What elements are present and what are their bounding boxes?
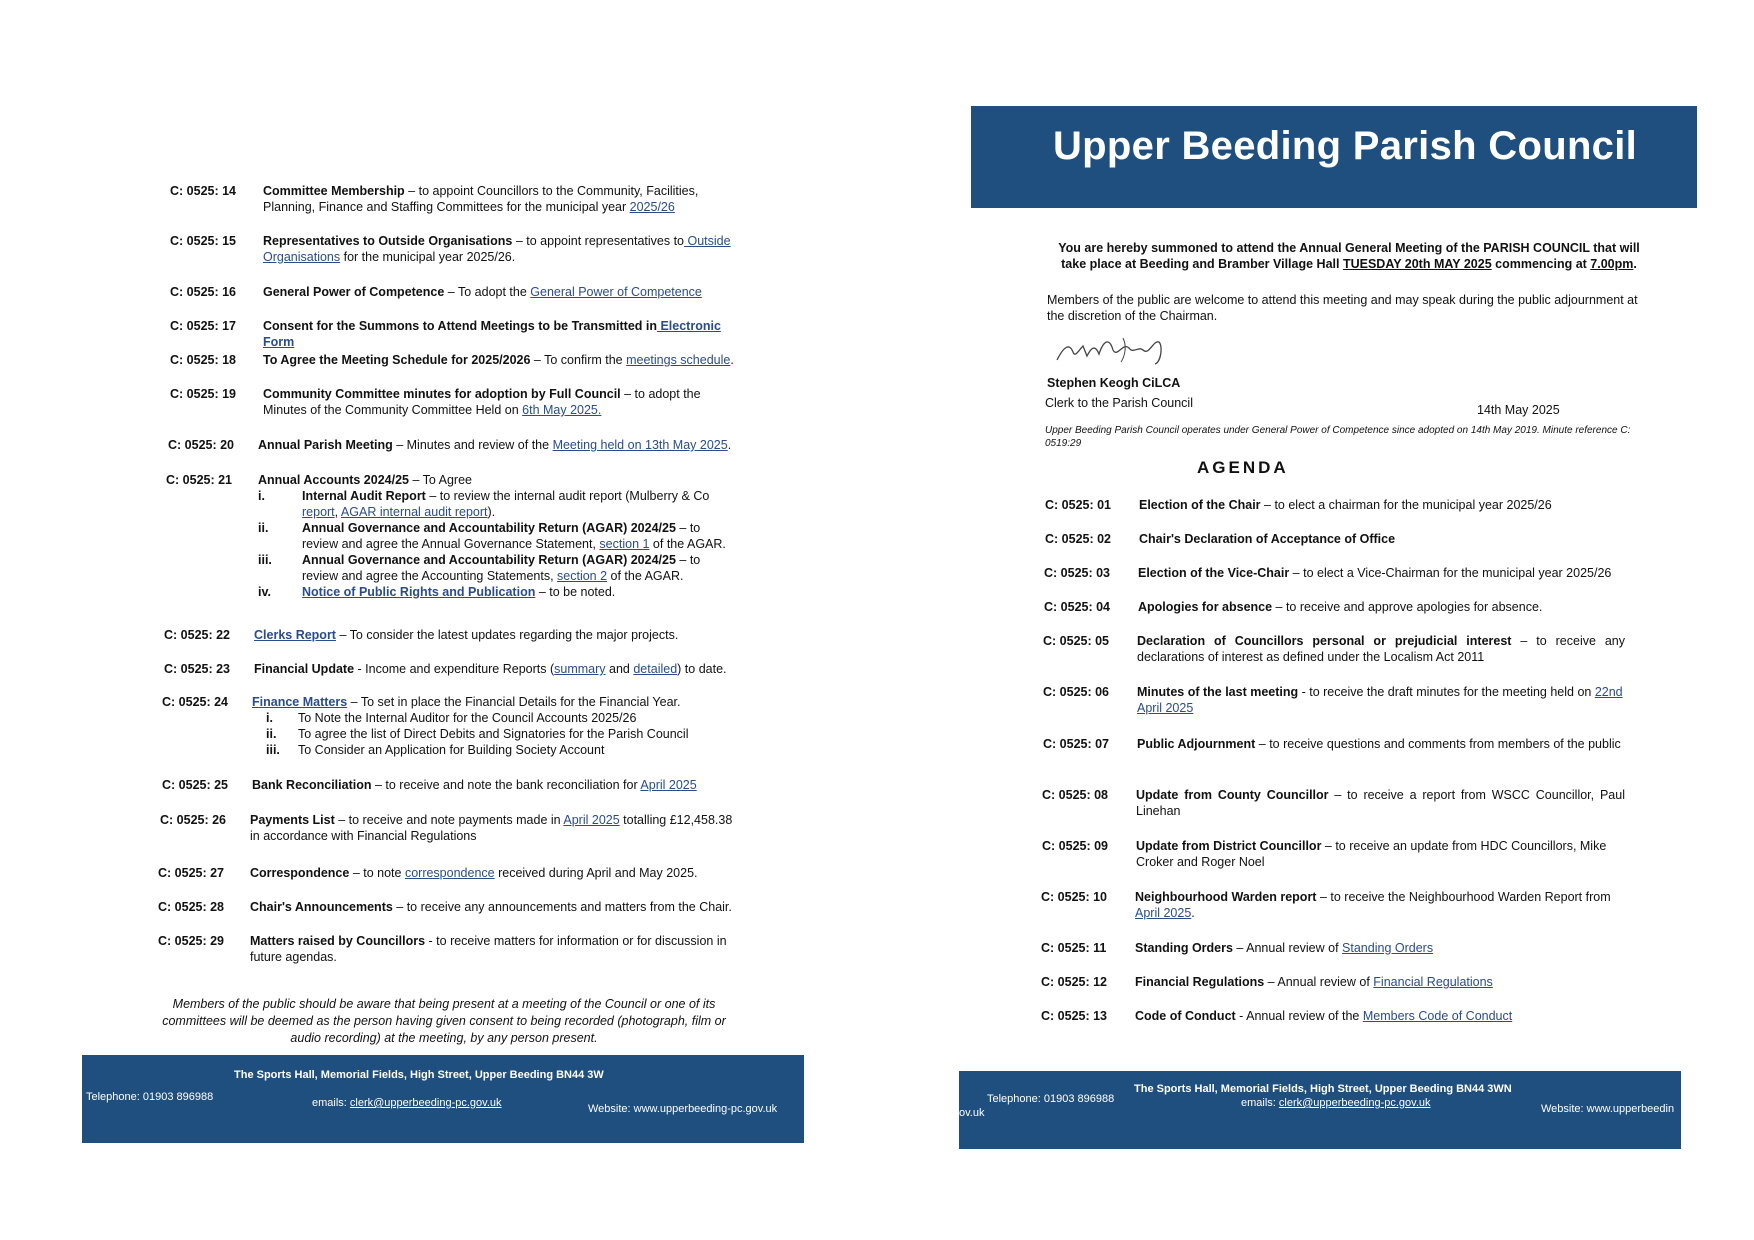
- sub-link[interactable]: section 1: [599, 537, 650, 551]
- item-code: C: 0525: 07: [1043, 737, 1110, 751]
- item-code: C: 0525: 19: [170, 387, 237, 401]
- item-link[interactable]: 6th May 2025.: [522, 403, 602, 417]
- item-link[interactable]: Finance Matters: [252, 695, 348, 709]
- item-title: Chair's Announcements: [250, 900, 393, 914]
- footer-overflow-text: ov.uk: [959, 1107, 985, 1119]
- item-title: Financial Regulations: [1135, 975, 1265, 989]
- sub-item: [258, 552, 738, 584]
- item-text: – Minutes and review of the: [392, 438, 553, 452]
- footer-emails-label: emails:: [312, 1097, 350, 1109]
- sub-text: To Note the Internal Auditor for the Council Accounts 2025/26: [298, 711, 637, 725]
- item-code: C: 0525: 29: [158, 934, 225, 948]
- item-title: Election of the Chair: [1139, 498, 1261, 512]
- sub-item: [258, 520, 738, 552]
- item-text: - to receive the draft minutes for the meeting held on: [1298, 685, 1595, 699]
- item-title: Apologies for absence: [1138, 600, 1273, 614]
- item-link[interactable]: meetings schedule: [626, 353, 731, 367]
- sub-text: – to review and agree the Accounting Statements,: [302, 553, 701, 583]
- item-title: Chair's Declaration of Acceptance of Office: [1139, 532, 1396, 546]
- item-link[interactable]: correspondence: [404, 866, 495, 880]
- signatory-name: Stephen Keogh CiLCA: [1047, 376, 1181, 390]
- item-text: – to receive any declarations of interest as defined under the Localism Act 2011: [1137, 634, 1625, 664]
- item-code: C: 0525: 15: [170, 234, 237, 248]
- item-text: – to elect a chairman for the municipal year 2025/26: [1260, 498, 1552, 512]
- item-link[interactable]: Members Code of Conduct: [1362, 1009, 1513, 1023]
- item-link[interactable]: summary: [554, 662, 606, 676]
- item-text: – to adopt the Minutes of the Community Committee Held on: [263, 387, 701, 417]
- signature-image: [1053, 328, 1183, 368]
- item-code: C: 0525: 21: [166, 473, 233, 487]
- item-code: C: 0525: 20: [168, 438, 235, 452]
- item-title: Update from County Councillor: [1136, 788, 1329, 802]
- summons-text: take place at Beeding and Bramber Village Hall: [1061, 257, 1343, 271]
- notice-date: 14th May 2025: [1477, 403, 1560, 417]
- item-text: – Annual review of: [1232, 941, 1343, 955]
- sub-link[interactable]: Notice of Public Rights and Publication: [302, 585, 536, 599]
- council-title: Upper Beeding Parish Council: [1053, 124, 1638, 168]
- signatory-role: Clerk to the Parish Council: [1045, 396, 1193, 410]
- summons-text: commencing at: [1491, 257, 1591, 271]
- recording-disclaimer: Members of the public should be aware that being present at a meeting of the Council or one of its committees will be deemed as the person having given consent to being recorded (photograph, film or audio recording) at the meeting, by any person present.: [162, 997, 726, 1045]
- item-link[interactable]: April 2025: [640, 778, 697, 792]
- item-text: received during April and May 2025.: [494, 866, 698, 880]
- footer-email-link[interactable]: clerk@upperbeeding-pc.gov.uk: [1278, 1097, 1431, 1109]
- item-code: C: 0525: 13: [1041, 1009, 1108, 1023]
- item-text: - Annual review of the: [1235, 1009, 1363, 1023]
- sub-text: of the AGAR.: [607, 569, 684, 583]
- item-title: General Power of Competence: [263, 285, 445, 299]
- item-title: Consent for the Summons to Attend Meetings to be Transmitted in: [263, 319, 657, 333]
- item-code: C: 0525: 28: [158, 900, 225, 914]
- item-title: Standing Orders: [1135, 941, 1233, 955]
- item-text: – to note: [349, 866, 405, 880]
- sub-text: – to review the internal audit report (Mulberry & Co: [425, 489, 710, 503]
- footer-telephone: Telephone: 01903 896988: [86, 1091, 214, 1103]
- sub-text: – to be noted.: [535, 585, 616, 599]
- right-footer: [959, 1071, 1681, 1149]
- summons-line: [1049, 256, 1649, 272]
- item-code: C: 0525: 17: [170, 319, 237, 333]
- sub-link[interactable]: section 2: [557, 569, 608, 583]
- item-code: C: 0525: 14: [170, 184, 237, 198]
- item-link[interactable]: Electronic Form: [263, 319, 721, 349]
- item-code: C: 0525: 18: [170, 353, 237, 367]
- summons-text: .: [1633, 257, 1637, 271]
- sub-text: ).: [487, 505, 496, 519]
- item-code: C: 0525: 26: [160, 813, 227, 827]
- item-link[interactable]: Meeting held on 13th May 2025: [552, 438, 728, 452]
- sub-number: iii.: [258, 553, 272, 567]
- sub-number: ii.: [266, 727, 277, 741]
- item-title: Public Adjournment: [1137, 737, 1256, 751]
- public-notice: Members of the public are welcome to attend this meeting and may speak during the public adjournment at the discretion of the Chairman.: [1047, 293, 1638, 323]
- item-title: Neighbourhood Warden report: [1135, 890, 1317, 904]
- item-text: – Annual review of: [1264, 975, 1374, 989]
- item-code: C: 0525: 05: [1043, 634, 1110, 648]
- item-text: – to receive the Neighbourhood Warden Report from: [1316, 890, 1611, 904]
- footer-email-link[interactable]: clerk@upperbeeding-pc.gov.uk: [349, 1097, 502, 1109]
- sub-text: To agree the list of Direct Debits and Signatories for the Parish Council: [298, 727, 689, 741]
- item-link[interactable]: Standing Orders: [1342, 941, 1434, 955]
- item-link[interactable]: Clerks Report: [254, 628, 336, 642]
- item-title: Payments List: [250, 813, 335, 827]
- footer-website: Website: www.upperbeeding-pc.gov.uk: [588, 1103, 778, 1115]
- item-title: Correspondence: [250, 866, 350, 880]
- item-text: for the municipal year 2025/26.: [340, 250, 516, 264]
- item-text: – to appoint representatives to: [512, 234, 685, 248]
- item-code: C: 0525: 02: [1045, 532, 1112, 546]
- item-text: - to receive matters for information or for discussion in future agendas.: [250, 934, 727, 964]
- meeting-date: TUESDAY 20th MAY 2025: [1342, 257, 1492, 271]
- item-link[interactable]: Outside Organisations: [263, 234, 731, 264]
- item-link[interactable]: Financial Regulations: [1373, 975, 1493, 989]
- sub-link[interactable]: AGAR internal audit report: [340, 505, 488, 519]
- item-title: Annual Accounts 2024/25: [258, 473, 409, 487]
- item-title: Committee Membership: [263, 184, 405, 198]
- footer-emails-label: emails:: [1241, 1097, 1279, 1109]
- item-code: C: 0525: 16: [170, 285, 237, 299]
- sub-number: i.: [258, 489, 265, 503]
- item-link[interactable]: April 2025: [563, 813, 620, 827]
- item-code: C: 0525: 22: [164, 628, 231, 642]
- item-text: – To set in place the Financial Details for the Financial Year.: [347, 695, 681, 709]
- item-text: and: [605, 662, 634, 676]
- item-text: – to receive any announcements and matters from the Chair.: [392, 900, 732, 914]
- item-title: Annual Parish Meeting: [258, 438, 393, 452]
- item-text: – to receive and note payments made in: [334, 813, 564, 827]
- item-code: C: 0525: 12: [1041, 975, 1108, 989]
- gpc-note: Upper Beeding Parish Council operates under General Power of Competence since adopted on 14th May 2019. Minute reference C: 0519:29: [1045, 425, 1631, 449]
- agenda-heading: AGENDA: [1197, 458, 1289, 477]
- right-page: [877, 0, 1754, 1240]
- item-code: C: 0525: 11: [1041, 941, 1107, 955]
- item-text: – To Agree: [408, 473, 472, 487]
- item-code: C: 0525: 24: [162, 695, 229, 709]
- item-code: C: 0525: 08: [1042, 788, 1109, 802]
- item-code: C: 0525: 23: [164, 662, 231, 676]
- item-text: – to receive a report from WSCC Councillor, Paul Linehan: [1136, 788, 1625, 818]
- item-title: Representatives to Outside Organisations: [263, 234, 513, 248]
- item-text: – To confirm the: [530, 353, 627, 367]
- item-text: – to receive and note the bank reconciliation for: [371, 778, 641, 792]
- item-title: Minutes of the last meeting: [1137, 685, 1299, 699]
- item-code: C: 0525: 25: [162, 778, 229, 792]
- item-code: C: 0525: 03: [1044, 566, 1111, 580]
- item-text: – to receive questions and comments from members of the public: [1255, 737, 1621, 751]
- item-title: To Agree the Meeting Schedule for 2025/2026: [263, 353, 531, 367]
- item-link[interactable]: 22nd April 2025: [1137, 685, 1623, 715]
- sub-number: ii.: [258, 521, 269, 535]
- footer-address: The Sports Hall, Memorial Fields, High Street, Upper Beeding BN44 3W: [234, 1069, 604, 1081]
- item-link[interactable]: detailed: [633, 662, 678, 676]
- item-title: Matters raised by Councillors: [250, 934, 426, 948]
- footer-address: The Sports Hall, Memorial Fields, High Street, Upper Beeding BN44 3WN: [1134, 1083, 1512, 1095]
- item-code: C: 0525: 04: [1044, 600, 1111, 614]
- item-text: .: [730, 353, 734, 367]
- sub-text: – to review and agree the Annual Governance Statement,: [302, 521, 701, 551]
- item-title: Code of Conduct: [1135, 1009, 1236, 1023]
- item-code: C: 0525: 06: [1043, 685, 1110, 699]
- sub-title: Internal Audit Report: [302, 489, 426, 503]
- sub-text: ,: [334, 505, 341, 519]
- item-link[interactable]: 2025/26: [629, 200, 675, 214]
- footer-telephone: Telephone: 01903 896988: [987, 1093, 1115, 1105]
- footer-website: Website: www.upperbeedin: [1541, 1103, 1675, 1115]
- item-code: C: 0525: 27: [158, 866, 225, 880]
- item-text: – to elect a Vice-Chairman for the municipal year 2025/26: [1289, 566, 1612, 580]
- item-text: – to appoint Councillors to the Community, Facilities, Planning, Finance and Staffing Committees for the municipal year: [263, 184, 699, 214]
- council-banner: [971, 106, 1697, 208]
- item-link[interactable]: General Power of Competence: [530, 285, 702, 299]
- left-footer: [82, 1055, 804, 1143]
- summons-line: You are hereby summoned to attend the Annual General Meeting of the PARISH COUNCIL that will: [1058, 241, 1640, 255]
- sub-number: iv.: [258, 585, 271, 599]
- sub-title: Annual Governance and Accountability Return (AGAR) 2024/25: [302, 521, 676, 535]
- item-text: – to receive an update from HDC Councillors, Mike Croker and Roger Noel: [1136, 839, 1607, 869]
- item-text: .: [1191, 906, 1195, 920]
- sub-link[interactable]: report: [302, 505, 335, 519]
- sub-title: Annual Governance and Accountability Return (AGAR) 2024/25: [302, 553, 676, 567]
- item-title: Update from District Councillor: [1136, 839, 1322, 853]
- footer-emails: [1241, 1097, 1431, 1109]
- sub-item: [258, 488, 738, 520]
- item-text: – To consider the latest updates regarding the major projects.: [335, 628, 679, 642]
- meeting-time: 7.00pm: [1590, 257, 1634, 271]
- item-text: ) to date.: [677, 662, 727, 676]
- item-title: Bank Reconciliation: [252, 778, 372, 792]
- item-text: – To adopt the: [444, 285, 531, 299]
- sub-text: of the AGAR.: [649, 537, 726, 551]
- footer-emails: [312, 1097, 502, 1109]
- item-text: .: [727, 438, 732, 452]
- item-title: Financial Update: [254, 662, 355, 676]
- sub-text: To Consider an Application for Building Society Account: [298, 743, 605, 757]
- item-text: – to receive and approve apologies for absence.: [1272, 600, 1543, 614]
- sub-item: [258, 584, 738, 600]
- sub-number: iii.: [266, 743, 280, 757]
- sub-item: [266, 710, 736, 726]
- sub-item: [266, 742, 736, 758]
- item-title: Election of the Vice-Chair: [1138, 566, 1290, 580]
- item-text: totalling £12,458.38 in accordance with Financial Regulations: [250, 813, 733, 843]
- sub-number: i.: [266, 711, 273, 725]
- item-text: - Income and expenditure Reports (: [354, 662, 555, 676]
- item-title: Declaration of Councillors personal or prejudicial interest: [1137, 634, 1512, 648]
- sub-item: [266, 726, 736, 742]
- item-link[interactable]: April 2025: [1135, 906, 1192, 920]
- item-code: C: 0525: 09: [1042, 839, 1109, 853]
- summons-notice: [1049, 240, 1649, 272]
- item-code: C: 0525: 01: [1045, 498, 1112, 512]
- item-code: C: 0525: 10: [1041, 890, 1108, 904]
- item-title: Community Committee minutes for adoption by Full Council: [263, 387, 621, 401]
